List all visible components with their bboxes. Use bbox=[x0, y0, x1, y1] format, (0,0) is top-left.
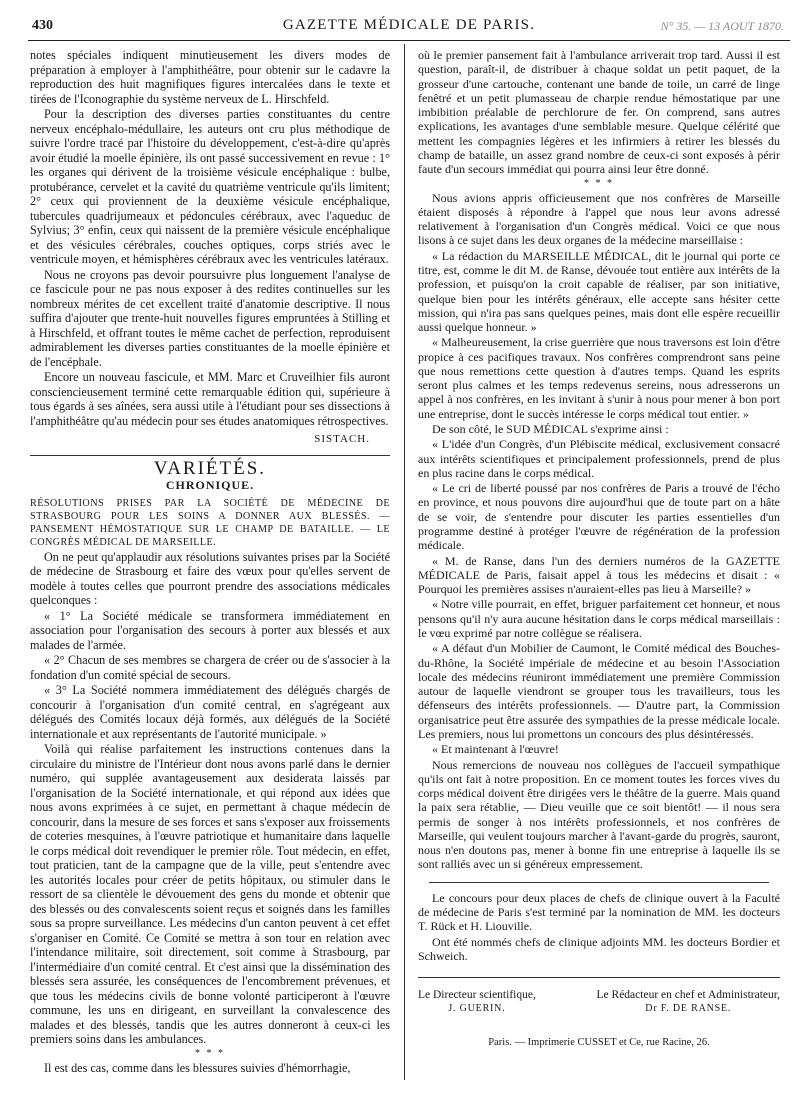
notice-rule bbox=[429, 882, 769, 883]
paragraph: Nous ne croyons pas devoir poursuivre plus longuement l'analyse de ce fascicule pour ne pas nous exposer à des redites continuelles sur les nombreux mérites de cet excellent traité d'anatomie descriptive. Il nous suffira d'ajouter que trente-huit nouvelles figures empruntées à Stilling et à Hirschfeld, et offrant toutes le même cachet de perfection, reproduisent admirablement les diverses parties constituantes de la moelle épinière et de l'encéphale. bbox=[30, 267, 390, 369]
paragraph: « A défaut d'un Mobilier de Caumont, le Comité médical des Bouches-du-Rhône, la Société impériale de médecine et au besoin l'Association locale des médecins réuniront immédiatement une première Commission autour de laquelle viendront se grouper tous les travailleurs, tous les défenseurs des intérêts professionnels. — D'autre part, la Commission organisatrice peut être assurée des sympathies de la presse médicale locale. Les premiers, nous lui promettons un concours des plus désintéressés. bbox=[418, 641, 780, 741]
article-heading: RÉSOLUTIONS PRISES PAR LA SOCIÉTÉ DE MÉDECINE DE STRASBOURG POUR LES SOINS A DONNER AUX BLESSÉS. — PANSEMENT HÉMOSTATIQUE SUR LE CHAMP DE BATAILLE. — LE CONGRÈS MÉDICAL DE MARSEILLE. bbox=[30, 497, 390, 548]
paragraph: Encore un nouveau fascicule, et MM. Marc et Cruveilhier fils auront consciencieusement terminé cette remarquable édition qui, supérieure à tous égards à ses aînées, sera aussi utile à l'étudiant pour ses dissections à l'amphithéâtre qu'au médecin pour ses études anatomiques rétrospectives. bbox=[30, 370, 390, 428]
editor-block bbox=[597, 988, 780, 1016]
clinic-notice bbox=[418, 891, 780, 963]
paragraph: « La rédaction du MARSEILLE MÉDICAL, dit le journal qui porte ce titre, est, comme le dit M. de Ranse, dévouée tout entière aux intérêts de la profession, et puisqu'on la croit capable de réaliser, par son initiative, quelque bien pour les intérêts généraux, elle accepte sans hésiter cette mission, qui n'ira pas sans quelques peines, mais dont elle espère recueillir aussi quelque honneur. » bbox=[418, 248, 780, 335]
paragraph: Pour la description des diverses parties constituantes du centre nerveux encéphalo-médullaire, les auteurs ont cru plus méthodique de suivre l'ordre tracé par l'histoire du développement, c'est-à-dire qu'après avoir étudié la moelle épinière, ils ont passé successivement en revue : 1° les organes qui dérivent de la troisième vésicule encéphalique : bulbe, protubérance, cervelet et la cavité du quatrième ventricule qu'ils limitent; 2° ceux qui proviennent de la deuxième vésicule encéphalique, tubercules quadrijumeaux et pédoncules cérébraux, avec l'aqueduc de Sylvius; 3° enfin, ceux qui naissent de la première vésicule encéphalique et des vésicules cérébrales, couches optiques, corps striés avec le ventricule moyen, et hémisphères cérébraux avec les ventricules latéraux. bbox=[30, 107, 390, 266]
paragraph: Il est des cas, comme dans les blessures suivies d'hémorrhagie, bbox=[44, 1060, 351, 1075]
paragraph: Ont été nommés chefs de clinique adjoints MM. les docteurs Bordier et Schweich. bbox=[418, 934, 780, 963]
page-number: 430 bbox=[32, 18, 53, 33]
paragraph: Voilà qui réalise parfaitement les instructions contenues dans la circulaire du ministre de l'Intérieur dont nous avons parlé dans le dernier numéro, qui supplée avantageusement aux desiderata laissés par l'organisation de la Société internationale, et qui répond aux idées que nous avons exprimées à ce sujet, en permettant à chaque médecin de concourir, dans la mesure de ses forces et sans s'exposer aux froissements de coteries mesquines, à l'œuvre patriotique et humanitaire dans laquelle le corps médical doit revendiquer le premier rôle. Tout médecin, en effet, tout praticien, tant de la campagne que de la ville, peut s'entendre avec les autorités locales pour créer de petits hôpitaux, ou stimuler dans le ressort de sa clientèle le dévouement des gens du monde et obtenir que des blessés ou des convalescents soient reçus et soignés dans les familles sous sa propre surveillance. Les médecins d'un canton peuvent à cet effet s'organiser en Comité. Ce Comité se mettra à son tour en relation avec l'intendance militaire, soit directement, soit comme à Strasbourg, par l'intermédiaire d'un comité central. Et c'est ainsi que la dissémination des blessés sera assurée, les conséquences de l'encombrement prévenues, et que tous les médecins civils de bonne volonté participeront à l'œuvre commune, les uns en dirigeant, en surveillant la convalescence des malades et des blessés, tandis que les autres donneront à ceux-ci les premiers soins dans les ambulances. bbox=[30, 742, 390, 1046]
paragraph: Nous avions appris officieusement que nos confrères de Marseille étaient disposés à répondre à l'appel que nous leur avons adressé relativement à l'organisation d'un Congrès médical. Voici ce que nous lisons à ce sujet dans les deux organes de la médecine marseillaise : bbox=[418, 190, 780, 248]
asterism: * * * bbox=[584, 177, 614, 189]
paragraph: Nous remercions de nouveau nos collègues de l'accueil sympathique qu'ils ont fait à notre proposition. En ce moment toutes les forces vives du corps médical doivent être dirigées vers le théâtre de la guerre. Mais quand la paix sera rétablie, — Dieu veuille que ce soit bientôt! — il nous sera permis de songer à nos intérêts professionnels, et nos confrères de Marseille, qui veulent toujours marcher à l'avant-garde du progrès, sauront, nous n'en doutons pas, mener à bonne fin une entreprise à laquelle ils se sont ralliés avec un si généreux empressement. bbox=[418, 757, 780, 872]
paragraph: Le concours pour deux places de chefs de clinique ouvert à la Faculté de médecine de Paris s'est terminé par la nomination de MM. les docteurs T. Rück et H. Liouville. bbox=[418, 890, 780, 934]
paragraph: « Notre ville pourrait, en effet, briguer parfaitement cet honneur, et nous pensons qu'il n'y aura aucune hésitation dans le corps médical marseillais : le vœu exprimé par notre collègue se réalisera. bbox=[418, 597, 780, 640]
paragraph: « L'idée d'un Congrès, d'un Plébiscite médical, exclusivement consacré aux intérêts scientifiques et principalement professionnels, prend de plus en plus racine dans le corps médical. bbox=[418, 437, 780, 480]
page-header bbox=[28, 14, 790, 41]
paragraph: « Et maintenant à l'œuvre! bbox=[432, 742, 559, 757]
editor-title: Le Rédacteur en chef et Administrateur, bbox=[596, 989, 780, 1002]
paragraph: « Le cri de liberté poussé par nos confrères de Paris a trouvé de l'écho en province, et nous pouvons dire aujourd'hui que de toute part on a hâte de se voir, de s'entendre pour discuter les parties essentielles d'un programme destiné à protéger l'œuvre de régénération de la profession médicale. bbox=[418, 481, 780, 553]
paragraph: « 2° Chacun de ses membres se chargera de créer ou de s'associer à la fondation d'un comité spécial de secours. bbox=[30, 653, 390, 682]
issue-date: N° 35. — 13 AOUT 1870. bbox=[660, 19, 784, 33]
paragraph: On ne peut qu'applaudir aux résolutions suivantes prises par la Société de médecine de Strasbourg et faire des vœux pour qu'elles servent de modèle à toutes celles que pourront prendre des associations médicales quelconques : bbox=[30, 549, 390, 607]
paragraph: « Malheureusement, la crise guerrière que nous traversons est loin d'être propice à ces pacifiques travaux. Nos confrères comprendront sans peine que nous remettions cette question à d'autres temps. Quand les esprits seront plus calmes et les temps redevenus sereins, nous adresserons un appel à nos confrères, en les invitant à s'unir à nous pour mener à bon port une entreprise, dont le succès intéresse le corps médical tout entier. » bbox=[418, 335, 780, 421]
masthead-footer bbox=[418, 988, 780, 1016]
section-title: VARIÉTÉS. bbox=[153, 457, 267, 479]
director-title: Le Directeur scientifique, bbox=[418, 989, 536, 1002]
review-signature: SISTACH. bbox=[314, 433, 370, 445]
director-block bbox=[418, 988, 536, 1016]
column-divider bbox=[404, 44, 405, 1080]
left-column bbox=[30, 48, 390, 1075]
paragraph: De son côté, le SUD MÉDICAL s'exprime ainsi : bbox=[432, 422, 669, 437]
subsection-title: CHRONIQUE. bbox=[165, 478, 255, 492]
paragraph: « 3° La Société nommera immédiatement des délégués chargés de concourir à l'organisation d'un comité central, en s'agrégeant aux délégués des Comités locaux déjà formés, aux délégués de la Société internationale et aux représentants de l'autorité municipale. » bbox=[30, 683, 390, 741]
journal-title: GAZETTE MÉDICALE DE PARIS. bbox=[282, 17, 536, 33]
section-rule bbox=[30, 455, 390, 456]
paragraph: « 1° La Société médicale se transformera immédiatement en association pour l'organisation des secours à porter aux blessés et aux malades de l'armée. bbox=[30, 608, 390, 652]
paragraph: « M. de Ranse, dans l'un des derniers numéros de la GAZETTE MÉDICALE de Paris, faisait appel à tous les médecins et disait : « Pourquoi les premières assises n'auraient-elles pas lieu à Marseille? » bbox=[418, 553, 780, 597]
editor-name: Dr F. DE RANSE. bbox=[645, 1003, 732, 1015]
footer-rule bbox=[418, 977, 780, 978]
right-column bbox=[418, 48, 780, 1050]
printer-imprint: Paris. — Imprimerie CUSSET et Ce, rue Racine, 26. bbox=[488, 1037, 710, 1049]
paragraph: notes spéciales indiquent minutieusement les divers modes de préparation à employer à l'amphithéâtre, pour obtenir sur le cadavre la reproduction des huit magnifiques figures intercalées dans le texte et tirées de l'Iconographie du système nerveux de L. Hirschfeld. bbox=[30, 48, 390, 106]
paragraph: où le premier pansement fait à l'ambulance arriverait trop tard. Aussi il est question, paraît-il, de distribuer à chaque soldat un petit paquet, de la grosseur d'une cartouche, contenant une bande de toile, un carré de linge fenêtré et un petit plumasseau de charpie rendue hémostatique par une imbibition préalable de perchlorure de fer. On comprend, sans autres explications, les avantages d'une semblable mesure. Quelque célérité que mettent les compagnies légères et les infirmiers à retirer les blessés du champ de bataille, un assez grand nombre de ceux-ci sont exposés à périr faute d'un secours immédiat qui pourra ainsi leur être donné. bbox=[418, 48, 780, 177]
director-name: J. GUERIN. bbox=[448, 1003, 506, 1015]
asterism: * * * bbox=[195, 1047, 225, 1059]
